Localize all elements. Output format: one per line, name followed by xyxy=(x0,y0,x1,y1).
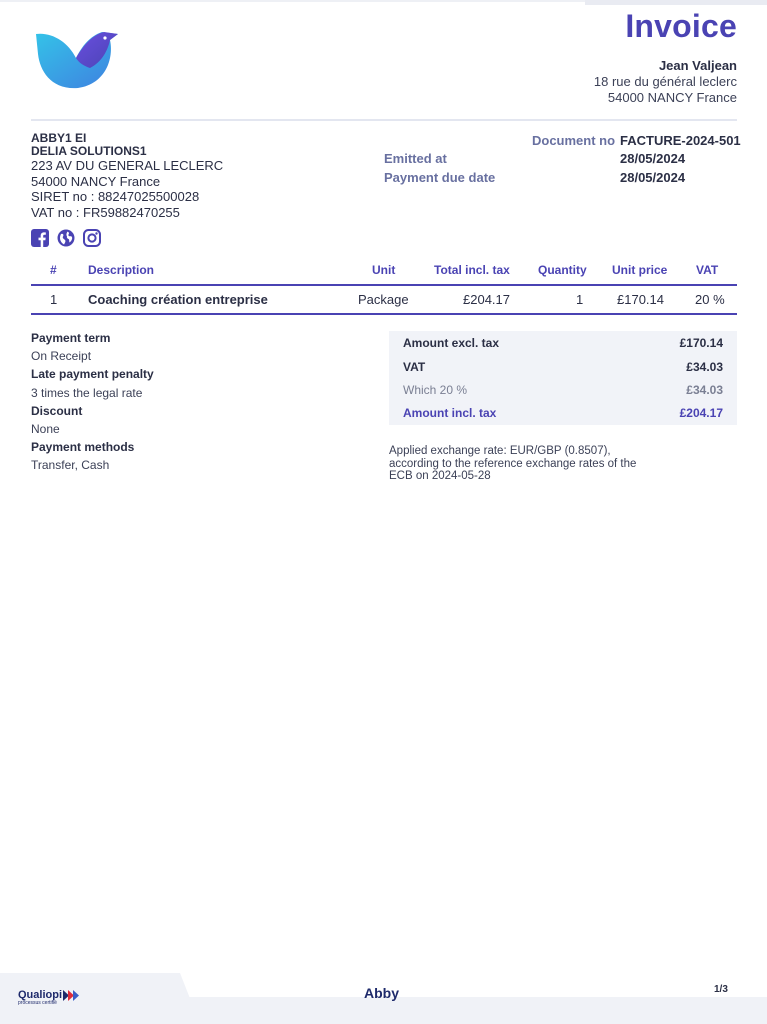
exchange-line-1: Applied exchange rate: EUR/GBP (0.8507), xyxy=(389,445,611,457)
payment-term-label: Payment term xyxy=(31,331,111,345)
payment-methods-value: Transfer, Cash xyxy=(31,458,110,473)
payment-terms xyxy=(31,329,154,475)
col-unit: Unit xyxy=(372,263,396,277)
client-name: Jean Valjean xyxy=(658,58,737,73)
vat-label: VAT xyxy=(403,360,426,374)
exchange-line-3: ECB on 2024-05-28 xyxy=(389,470,491,482)
emitted-value: 28/05/2024 xyxy=(620,151,686,166)
client-street: 18 rue du général leclerc xyxy=(593,74,737,89)
seller-siret: SIRET no : 88247025500028 xyxy=(31,189,200,204)
qualiopi-logo xyxy=(18,989,81,1006)
client-city: 54000 NANCY France xyxy=(607,90,737,105)
due-date-label: Payment due date xyxy=(384,170,496,185)
emitted-label: Emitted at xyxy=(384,151,447,166)
seller-vat: VAT no : FR59882470255 xyxy=(31,204,180,220)
document-no-value: FACTURE-2024-501 xyxy=(620,133,741,148)
invoice-title: Invoice xyxy=(625,8,737,44)
total-excl-value: £170.14 xyxy=(679,336,723,350)
qualiopi-subtitle: processus certifié xyxy=(18,1000,57,1006)
social-links xyxy=(31,229,101,247)
totals-box xyxy=(389,331,737,425)
due-date-value: 28/05/2024 xyxy=(620,170,686,185)
col-quantity: Quantity xyxy=(538,263,587,277)
client-address-block xyxy=(594,58,737,106)
top-rule xyxy=(0,0,585,2)
col-total: Total incl. tax xyxy=(434,263,510,277)
instagram-icon[interactable] xyxy=(83,229,101,247)
vat-rate-row xyxy=(403,383,723,403)
line-items-table xyxy=(31,258,737,315)
vat-row xyxy=(403,360,723,380)
total-incl-label: Amount incl. tax xyxy=(403,406,497,420)
cell-description: Coaching création entreprise xyxy=(88,292,268,307)
col-description: Description xyxy=(88,263,155,277)
header-divider xyxy=(31,119,737,121)
discount-value: None xyxy=(31,422,60,437)
cell-quantity: 1 xyxy=(576,292,584,307)
seller-company-2: DELIA SOLUTIONS1 xyxy=(31,144,147,158)
cell-number: 1 xyxy=(50,292,58,307)
page-number: 1/3 xyxy=(714,984,728,995)
abby-brand-logo: Abby xyxy=(364,985,399,1001)
payment-term-value: On Receipt xyxy=(31,349,92,364)
total-incl-row xyxy=(403,406,723,426)
company-logo xyxy=(32,28,122,90)
globe-icon[interactable] xyxy=(57,229,75,247)
seller-street: 223 AV DU GENERAL LECLERC xyxy=(31,158,224,173)
vat-value: £34.03 xyxy=(686,360,723,374)
total-incl-value: £204.17 xyxy=(679,406,723,420)
late-penalty-label: Late payment penalty xyxy=(31,367,154,382)
cell-unit-price: £170.14 xyxy=(617,292,664,307)
document-no-label: Document no xyxy=(532,133,616,148)
discount-label: Discount xyxy=(31,403,83,418)
payment-methods-label: Payment methods xyxy=(31,440,135,455)
qualiopi-arrows-icon xyxy=(63,990,81,1001)
col-vat: VAT xyxy=(696,263,719,277)
top-strip xyxy=(585,0,767,5)
vat-rate-value: £34.03 xyxy=(686,383,723,397)
exchange-rate-note xyxy=(389,445,679,483)
total-excl-label: Amount excl. tax xyxy=(403,336,500,350)
seller-block xyxy=(31,132,223,220)
seller-company-1: ABBY1 EI xyxy=(31,131,87,145)
col-unit-price: Unit price xyxy=(612,263,668,277)
qualiopi-text: Qualiopi xyxy=(18,989,62,1001)
col-number: # xyxy=(50,263,57,277)
seller-city: 54000 NANCY France xyxy=(31,173,161,189)
late-penalty-value: 3 times the legal rate xyxy=(31,385,143,400)
cell-total: £204.17 xyxy=(463,292,510,307)
exchange-line-2: according to the reference exchange rates of the xyxy=(389,457,637,470)
vat-rate-label: Which 20 % xyxy=(403,383,468,397)
table-row xyxy=(31,286,737,315)
total-excl-row xyxy=(403,336,723,356)
table-header xyxy=(31,258,737,286)
facebook-icon[interactable] xyxy=(31,229,49,247)
cell-unit: Package xyxy=(358,292,409,307)
cell-vat: 20 % xyxy=(695,292,725,307)
